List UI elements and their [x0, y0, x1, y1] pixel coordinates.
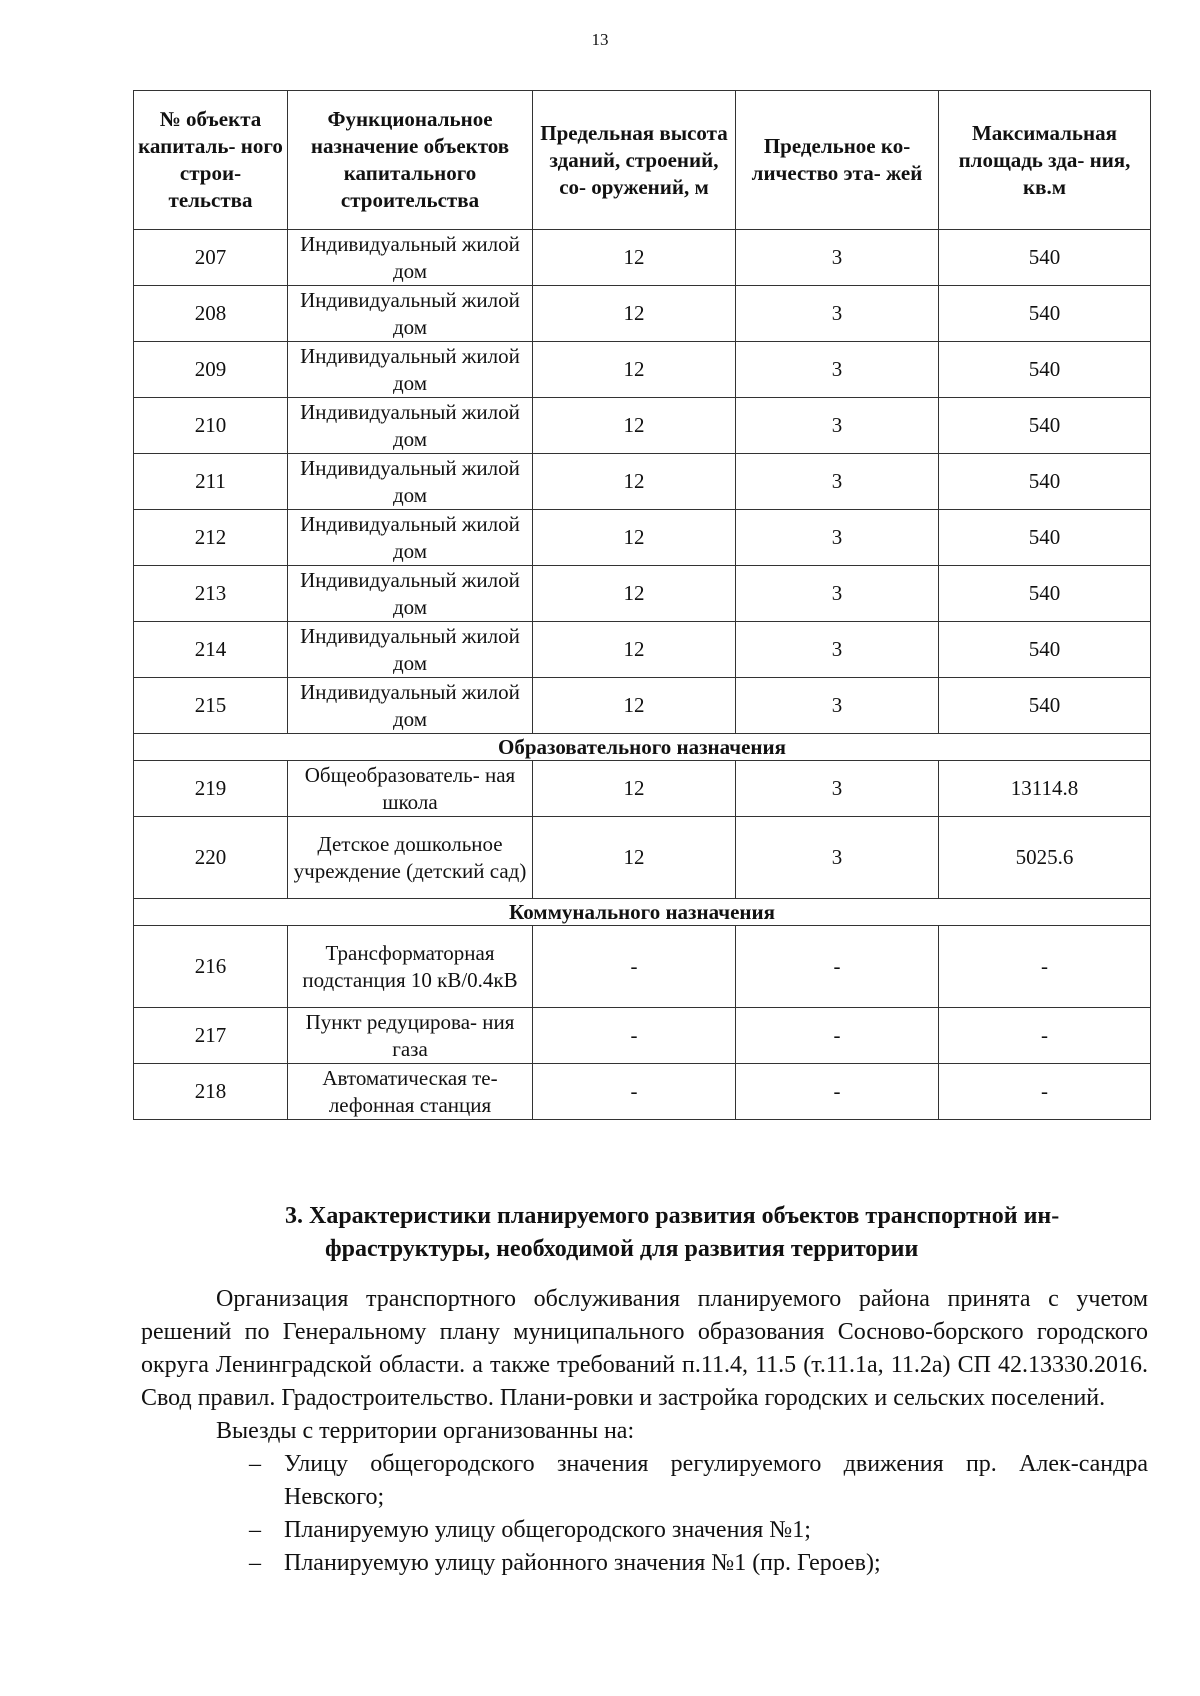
list-item	[141, 1514, 1148, 1547]
list-item-text: Планируемую улицу общегородского значения №1;	[284, 1517, 811, 1543]
table-row	[134, 566, 1151, 622]
cell-area: -	[939, 1008, 1151, 1064]
cell-height: 12	[533, 817, 736, 899]
list-item	[141, 1547, 1148, 1580]
table-row	[134, 622, 1151, 678]
cell-area: 540	[939, 398, 1151, 454]
cell-purpose: Пункт редуцирова- ния газа	[288, 1008, 533, 1064]
cell-number: 213	[134, 566, 288, 622]
cell-floors: 3	[736, 286, 939, 342]
cell-purpose: Индивидуальный жилой дом	[288, 678, 533, 734]
table-row	[134, 342, 1151, 398]
cell-height: 12	[533, 230, 736, 286]
table-row	[134, 510, 1151, 566]
cell-floors: 3	[736, 510, 939, 566]
section-title: Коммунального назначения	[134, 899, 1151, 926]
cell-number: 214	[134, 622, 288, 678]
paragraph: Организация транспортного обслуживания планируемого района принята с учетом решений по Генеральному плану муниципального образования Сосново-борского городского округа Ленинградской области. а также требований п.11.4, 11.5 (т.11.1а, 11.2а) СП 42.13330.2016. Свод правил. Градостроительство. Плани-ровки и застройка городских и сельских поселений.	[141, 1286, 1148, 1411]
table-row	[134, 286, 1151, 342]
cell-floors: -	[736, 1064, 939, 1120]
cell-area: -	[939, 926, 1151, 1008]
dash-marker: –	[249, 1451, 261, 1477]
cell-area: 13114.8	[939, 761, 1151, 817]
cell-number: 210	[134, 398, 288, 454]
cell-floors: 3	[736, 398, 939, 454]
objects-table	[133, 90, 1151, 1120]
cell-area: 540	[939, 342, 1151, 398]
section-body	[141, 1283, 1148, 1580]
cell-number: 211	[134, 454, 288, 510]
cell-area: 540	[939, 566, 1151, 622]
cell-floors: 3	[736, 761, 939, 817]
cell-floors: 3	[736, 678, 939, 734]
cell-number: 219	[134, 761, 288, 817]
cell-floors: 3	[736, 342, 939, 398]
cell-height: 12	[533, 342, 736, 398]
cell-number: 216	[134, 926, 288, 1008]
cell-floors: -	[736, 1008, 939, 1064]
cell-floors: 3	[736, 566, 939, 622]
cell-floors: 3	[736, 230, 939, 286]
table-row	[134, 678, 1151, 734]
cell-area: 540	[939, 510, 1151, 566]
section-row-education	[134, 734, 1151, 761]
list-item	[141, 1448, 1148, 1514]
list-item-text: Улицу общегородского значения регулируемого движения пр. Алек-сандра Невского;	[284, 1451, 1148, 1510]
cell-height: 12	[533, 510, 736, 566]
section-heading	[215, 1200, 1145, 1266]
cell-number: 217	[134, 1008, 288, 1064]
cell-number: 220	[134, 817, 288, 899]
section-row-communal	[134, 899, 1151, 926]
cell-number: 207	[134, 230, 288, 286]
cell-height: 12	[533, 286, 736, 342]
header-purpose: Функциональное назначение объектов капитального строительства	[288, 91, 533, 230]
cell-area: 5025.6	[939, 817, 1151, 899]
cell-area: 540	[939, 622, 1151, 678]
cell-height: 12	[533, 761, 736, 817]
cell-area: -	[939, 1064, 1151, 1120]
cell-floors: 3	[736, 454, 939, 510]
cell-height: 12	[533, 454, 736, 510]
cell-height: 12	[533, 622, 736, 678]
table-row	[134, 1064, 1151, 1120]
cell-area: 540	[939, 454, 1151, 510]
cell-area: 540	[939, 678, 1151, 734]
table-row	[134, 230, 1151, 286]
cell-number: 208	[134, 286, 288, 342]
section-title: Образовательного назначения	[134, 734, 1151, 761]
table-row	[134, 454, 1151, 510]
exit-list	[141, 1448, 1148, 1580]
cell-purpose: Общеобразователь- ная школа	[288, 761, 533, 817]
table-row	[134, 1008, 1151, 1064]
cell-purpose: Индивидуальный жилой дом	[288, 566, 533, 622]
page-number: 13	[591, 30, 609, 49]
cell-height: 12	[533, 678, 736, 734]
cell-floors: 3	[736, 817, 939, 899]
cell-number: 209	[134, 342, 288, 398]
cell-number: 215	[134, 678, 288, 734]
table-row	[134, 398, 1151, 454]
cell-purpose: Детское дошкольное учреждение (детский сад)	[288, 817, 533, 899]
cell-purpose: Индивидуальный жилой дом	[288, 454, 533, 510]
cell-height: 12	[533, 398, 736, 454]
table-row	[134, 761, 1151, 817]
paragraph: Выезды с территории организованны на:	[216, 1418, 635, 1444]
cell-height: -	[533, 926, 736, 1008]
table-header-row	[134, 91, 1151, 230]
dash-marker: –	[249, 1550, 261, 1576]
header-max-height: Предельная высота зданий, строений, со- оружений, м	[533, 91, 736, 230]
cell-floors: 3	[736, 622, 939, 678]
section-heading-line1: 3. Характеристики планируемого развития объектов транспортной ин-	[285, 1203, 1060, 1229]
cell-number: 212	[134, 510, 288, 566]
list-item-text: Планируемую улицу районного значения №1 (пр. Героев);	[284, 1550, 881, 1576]
cell-purpose: Индивидуальный жилой дом	[288, 342, 533, 398]
cell-height: 12	[533, 566, 736, 622]
cell-purpose: Индивидуальный жилой дом	[288, 510, 533, 566]
cell-purpose: Трансформаторная подстанция 10 кВ/0.4кВ	[288, 926, 533, 1008]
cell-purpose: Индивидуальный жилой дом	[288, 622, 533, 678]
table-row	[134, 817, 1151, 899]
cell-area: 540	[939, 286, 1151, 342]
dash-marker: –	[249, 1517, 261, 1543]
cell-purpose: Индивидуальный жилой дом	[288, 230, 533, 286]
header-object-number: № объекта капиталь- ного строи- тельства	[134, 91, 288, 230]
cell-number: 218	[134, 1064, 288, 1120]
header-max-area: Максимальная площадь зда- ния, кв.м	[939, 91, 1151, 230]
cell-area: 540	[939, 230, 1151, 286]
header-max-floors: Предельное ко- личество эта- жей	[736, 91, 939, 230]
table-row	[134, 926, 1151, 1008]
cell-purpose: Индивидуальный жилой дом	[288, 286, 533, 342]
cell-floors: -	[736, 926, 939, 1008]
section-heading-line2: фраструктуры, необходимой для развития территории	[325, 1236, 919, 1262]
cell-height: -	[533, 1064, 736, 1120]
cell-purpose: Автоматическая те- лефонная станция	[288, 1064, 533, 1120]
cell-height: -	[533, 1008, 736, 1064]
cell-purpose: Индивидуальный жилой дом	[288, 398, 533, 454]
